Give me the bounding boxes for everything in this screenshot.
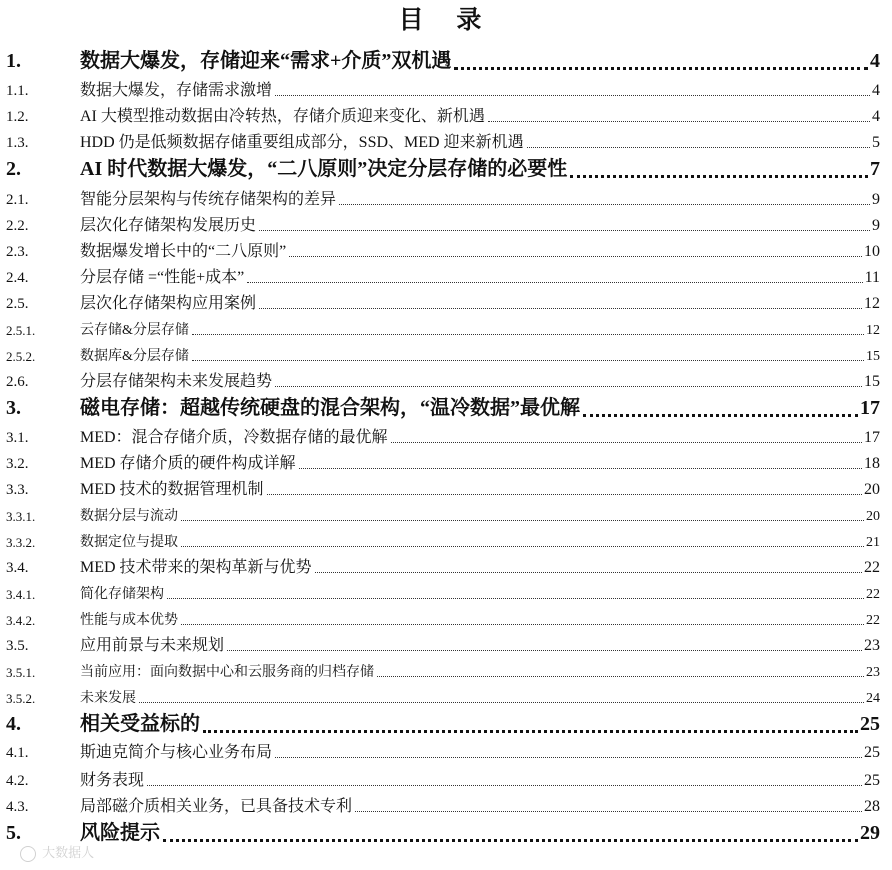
toc-entry-page: 29 (860, 822, 880, 844)
toc-entry-page: 22 (866, 587, 880, 602)
toc-entry-title: 性能与成本优势 (80, 613, 178, 628)
toc-entry-number: 2.4. (6, 270, 29, 286)
toc-entry[interactable] (6, 100, 880, 126)
toc-entry-number: 2.1. (6, 192, 29, 208)
toc-entry[interactable] (6, 764, 880, 790)
toc-entry-title: AI 时代数据大爆发，“二八原则”决定分层存储的必要性 (80, 158, 568, 180)
watermark (20, 842, 94, 862)
toc-entry-page: 4 (872, 82, 880, 99)
toc-entry-number: 4.1. (6, 745, 29, 761)
toc-entry-title: MED 存储介质的硬件构成详解 (80, 455, 296, 472)
toc-entry[interactable] (6, 816, 880, 845)
toc-entry-number: 3.3.1. (6, 509, 36, 524)
dot-leader (192, 360, 864, 361)
toc-entry-page: 25 (860, 713, 880, 735)
toc-entry-page: 17 (864, 429, 880, 446)
toc-entry[interactable] (6, 287, 880, 313)
toc-entry-number: 3.5.2. (6, 691, 36, 706)
toc-entry[interactable] (6, 499, 880, 525)
dot-leader (203, 730, 858, 733)
toc-entry-title: HDD 仍是低频数据存储重要组成部分，SSD、MED 迎来新机遇 (80, 134, 524, 151)
toc-entry-title: 相关受益标的 (80, 713, 200, 735)
toc-entry[interactable] (6, 681, 880, 707)
toc-entry-page: 9 (872, 217, 880, 234)
toc-entry-number: 2.5. (6, 296, 29, 312)
toc-entry-number: 3.3. (6, 482, 29, 498)
toc-entry-title: 层次化存储架构应用案例 (80, 295, 257, 312)
toc-entry-title: 磁电存储：超越传统硬盘的混合架构，“温冷数据”最优解 (80, 397, 580, 419)
toc-entry[interactable] (6, 235, 880, 261)
toc-entry-title: 分层存储架构未来发展趋势 (80, 373, 273, 390)
toc-entry-number: 3.5.1. (6, 665, 36, 680)
toc-entry[interactable] (6, 209, 880, 235)
dot-leader (275, 757, 862, 758)
dot-leader (181, 520, 864, 521)
toc-entry-page: 20 (866, 509, 880, 524)
toc-entry-number: 2. (6, 158, 21, 180)
dot-leader (339, 204, 870, 205)
logo-icon (20, 846, 36, 862)
watermark-text: 大数据人 (42, 846, 95, 861)
toc-entry-title: 数据爆发增长中的“二八原则” (80, 243, 287, 260)
dot-leader (163, 839, 858, 842)
toc-entry-title: 数据大爆发，存储需求激增 (80, 82, 273, 99)
toc-entry-page: 15 (864, 373, 880, 390)
toc-entry-title: 简化存储架构 (80, 587, 164, 602)
toc-entry-number: 4.2. (6, 773, 29, 789)
toc-entry-page: 4 (870, 50, 880, 72)
toc-entry[interactable] (6, 655, 880, 681)
toc-entry[interactable] (6, 577, 880, 603)
toc-entry-page: 22 (864, 559, 880, 576)
toc-entry-page: 28 (864, 798, 880, 815)
toc-entry-page: 12 (866, 323, 880, 338)
toc-entry-number: 1.1. (6, 83, 29, 99)
toc-entry-page: 12 (864, 295, 880, 312)
toc-entry[interactable] (6, 391, 880, 420)
toc-entry-title: MED：混合存储介质，冷数据存储的最优解 (80, 429, 388, 446)
dot-leader (167, 598, 864, 599)
toc-entry-title: 未来发展 (80, 691, 136, 706)
dot-leader (583, 414, 858, 417)
dot-leader (488, 121, 870, 122)
dot-leader (289, 256, 862, 257)
toc-entry-number: 1.2. (6, 109, 29, 125)
toc-entry-title: AI 大模型推动数据由冷转热，存储介质迎来变化、新机遇 (80, 108, 485, 125)
toc-entry-page: 25 (864, 772, 880, 789)
toc-entry-title: 数据分层与流动 (80, 509, 178, 524)
toc-entry-number: 3.3.2. (6, 535, 36, 550)
toc-entry-number: 3. (6, 397, 21, 419)
toc-entry-title: 智能分层架构与传统存储架构的差异 (80, 191, 337, 208)
toc-entry-title: 层次化存储架构发展历史 (80, 217, 257, 234)
toc-entry[interactable] (6, 473, 880, 499)
dot-leader (267, 494, 862, 495)
dot-leader (139, 702, 864, 703)
toc-entry[interactable] (6, 183, 880, 209)
toc-entry-number: 3.4. (6, 560, 29, 576)
toc-entry-title: 数据库&分层存储 (80, 349, 189, 364)
toc-entry[interactable] (6, 629, 880, 655)
dot-leader (259, 230, 870, 231)
toc-entry-page: 23 (866, 665, 880, 680)
toc-entry-number: 2.3. (6, 244, 29, 260)
toc-entry-page: 21 (866, 535, 880, 550)
toc-entry-number: 3.5. (6, 638, 29, 654)
toc-entry-page: 7 (870, 158, 880, 180)
toc-entry-number: 2.2. (6, 218, 29, 234)
toc-entry-page: 17 (860, 397, 880, 419)
toc-entry[interactable] (6, 152, 880, 181)
toc-entry-page: 23 (864, 637, 880, 654)
dot-leader (527, 147, 870, 148)
toc-entry-number: 1. (6, 50, 21, 72)
toc-entry[interactable] (6, 421, 880, 447)
toc-entry-title: 斯迪克简介与核心业务布局 (80, 744, 273, 761)
toc-entry[interactable] (6, 736, 880, 762)
toc-entry-number: 1.3. (6, 135, 29, 151)
toc-entry-number: 2.6. (6, 374, 29, 390)
toc-entry[interactable] (6, 261, 880, 287)
dot-leader (299, 468, 862, 469)
toc-entry-page: 9 (872, 191, 880, 208)
toc-entry-number: 4. (6, 713, 21, 735)
dot-leader (259, 308, 862, 309)
toc-entry[interactable] (6, 313, 880, 339)
toc-entry-number: 3.1. (6, 430, 29, 446)
toc-entry-title: 应用前景与未来规划 (80, 637, 225, 654)
toc-entry-page: 11 (864, 269, 880, 286)
dot-leader (247, 282, 862, 283)
toc-entry-page: 5 (872, 134, 880, 151)
toc-entry-number: 5. (6, 822, 21, 844)
toc-entry-title: 分层存储 =“性能+成本” (80, 269, 245, 286)
toc-entry-number: 3.2. (6, 456, 29, 472)
toc-entry[interactable] (6, 525, 880, 551)
dot-leader (192, 334, 864, 335)
toc-entry[interactable] (6, 447, 880, 473)
toc-entry-page: 4 (872, 108, 880, 125)
toc-entry[interactable] (6, 551, 880, 577)
toc-entry[interactable] (6, 707, 880, 736)
toc-entry-page: 22 (866, 613, 880, 628)
dot-leader (227, 650, 862, 651)
toc-title: 目 录 (398, 5, 494, 34)
dot-leader (147, 785, 862, 786)
toc-entry-page: 15 (866, 349, 880, 364)
toc-entry[interactable] (6, 365, 880, 391)
toc-entry-number: 2.5.1. (6, 323, 36, 338)
toc-entry-page: 25 (864, 744, 880, 761)
toc-entry-title: 云存储&分层存储 (80, 323, 189, 338)
toc-entry-number: 3.4.2. (6, 613, 36, 628)
dot-leader (315, 572, 862, 573)
toc-entry-number: 3.4.1. (6, 587, 36, 602)
toc-entry-title: 财务表现 (80, 772, 145, 789)
toc-entry[interactable] (6, 44, 880, 73)
dot-leader (355, 811, 862, 812)
dot-leader (275, 386, 862, 387)
toc-entry-number: 4.3. (6, 799, 29, 815)
toc-entry[interactable] (6, 339, 880, 365)
toc-entry[interactable] (6, 74, 880, 100)
toc-entry-page: 24 (866, 691, 880, 706)
dot-leader (181, 546, 864, 547)
toc-entry[interactable] (6, 790, 880, 816)
toc-entry-page: 20 (864, 481, 880, 498)
toc-entry-title: 数据定位与提取 (80, 535, 178, 550)
toc-entry-page: 10 (864, 243, 880, 260)
dot-leader (181, 624, 864, 625)
toc-entry[interactable] (6, 603, 880, 629)
toc-entry-page: 18 (864, 455, 880, 472)
toc-entry-title: 数据大爆发，存储迎来“需求+介质”双机遇 (80, 50, 452, 72)
dot-leader (570, 175, 868, 178)
toc-entry-title: MED 技术的数据管理机制 (80, 481, 264, 498)
dot-leader (391, 442, 862, 443)
toc-entry-title: MED 技术带来的架构革新与优势 (80, 559, 312, 576)
dot-leader (275, 95, 870, 96)
toc-entry-title: 局部磁介质相关业务，已具备技术专利 (80, 798, 353, 815)
toc-entry[interactable] (6, 126, 880, 152)
toc-entry-title: 风险提示 (80, 822, 160, 844)
toc-entry-number: 2.5.2. (6, 349, 36, 364)
dot-leader (377, 676, 864, 677)
toc-entry-title: 当前应用：面向数据中心和云服务商的归档存储 (80, 665, 374, 680)
dot-leader (454, 67, 868, 70)
